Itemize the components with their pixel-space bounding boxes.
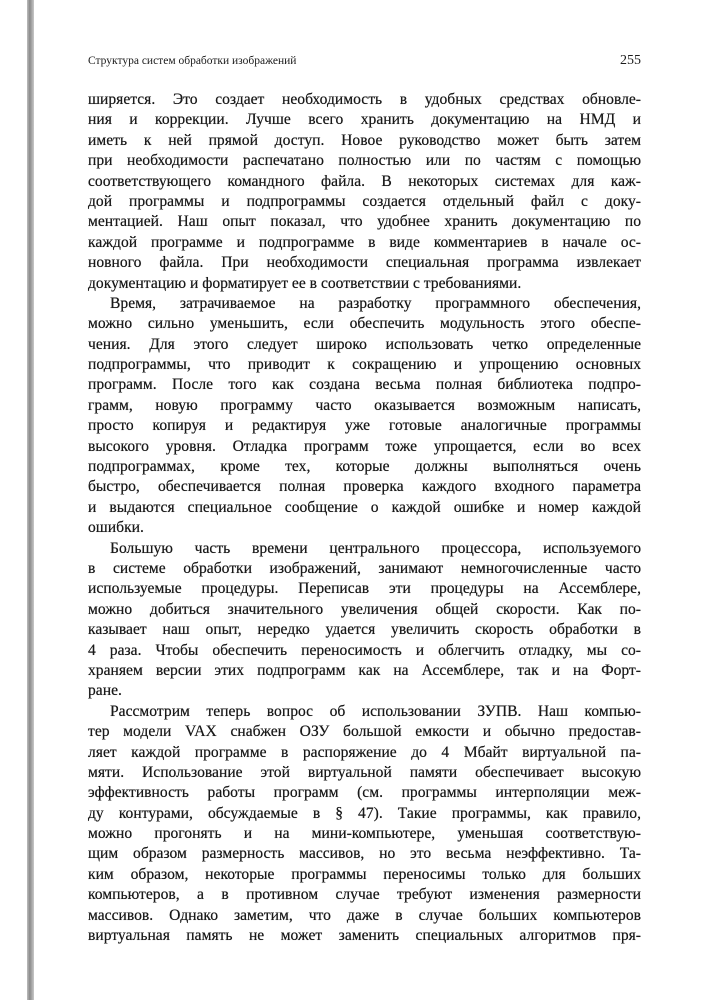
text-line: иметь к ней прямой доступ. Новое руководство может быть затем [88, 131, 641, 149]
text-line: можно добиться значительного увеличения общей скорости. Как по- [88, 600, 641, 618]
text-line: ширяется. Это создает необходимость в удобных средствах обновле- [88, 91, 641, 108]
running-header [88, 55, 641, 73]
text-line: массивов. Однако заметим, что даже в случае больших компьютеров [88, 906, 641, 924]
text-line: подпрограммы, что приводит к сокращению и упрощению основных [88, 356, 641, 374]
text-line: можно прогонять и на мини-компьютере, уменьшая соответствую- [88, 825, 641, 843]
paragraph [88, 294, 641, 539]
text-line: ошибки. [88, 519, 144, 537]
text-line: ду контурами, обсуждаемые в § 47). Такие программы, как правило, [88, 804, 641, 822]
text-line: документацию и форматирует ее в соответствии с требованиями. [88, 274, 522, 292]
text-line: ране. [88, 682, 122, 700]
text-line: чения. Для этого следует широко использовать четко определенные [88, 335, 641, 353]
page-body [88, 90, 641, 946]
text-line: Рассмотрим теперь вопрос об использовании ЗУПВ. Наш компью- [110, 702, 641, 720]
text-line: каждой программе и подпрограмме в виде комментариев в начале ос- [88, 233, 641, 251]
text-line: новного файла. При необходимости специальная программа извлекает [88, 254, 641, 272]
text-line: программ. После того как создана весьма полная библиотека подпро- [88, 376, 641, 394]
text-line: эффективность работы программ (см. программы интерполяции меж- [88, 784, 641, 802]
text-line: тер модели VAX снабжен ОЗУ большой емкости и обычно предостав- [88, 723, 641, 741]
page-number: 255 [620, 53, 641, 68]
text-line: виртуальная память не может заменить специальных алгоритмов пря- [88, 927, 641, 945]
text-line: при необходимости распечатано полностью или по частям с помощью [88, 152, 641, 170]
text-line: подпрограммах, кроме тех, которые должны выполняться очень [88, 458, 641, 476]
text-line: 4 раза. Чтобы обеспечить переносимость и облегчить отладку, мы со- [88, 641, 641, 659]
text-line: грамм, новую программу часто оказывается возможным написать, [88, 396, 641, 414]
text-line: ния и коррекции. Лучше всего хранить документацию на НМД и [88, 111, 641, 129]
text-line: просто копируя и редактируя уже готовые аналогичные программы [88, 417, 641, 435]
text-line: ким образом, некоторые программы переносимы только для больших [88, 865, 641, 883]
text-line: высокого уровня. Отладка программ тоже упрощается, если во всех [88, 437, 641, 455]
text-line: быстро, обеспечивается полная проверка каждого входного параметра [88, 478, 641, 496]
scan-binding-edge [27, 0, 34, 1000]
text-line: дой программы и подпрограммы создается отдельный файл с доку- [88, 192, 641, 210]
text-line: и выдаются специальное сообщение о каждой ошибке и номер каждой [88, 498, 641, 516]
text-line: храняем версии этих подпрограмм как на Ассемблере, так и на Форт- [88, 661, 641, 679]
text-line: соответствующего командного файла. В некоторых системах для каж- [88, 172, 641, 190]
text-line: ментацией. Наш опыт показал, что удобнее хранить документацию по [88, 213, 641, 231]
text-line: ляет каждой программе в распоряжение до 4 Мбайт виртуальной па- [88, 743, 641, 761]
text-line: компьютеров, а в противном случае требуют изменения размерности [88, 886, 641, 904]
text-line: Большую часть времени центрального процессора, используемого [110, 539, 641, 557]
text-line: Время, затрачиваемое на разработку программного обеспечения, [110, 294, 641, 312]
text-line: можно сильно уменьшить, если обеспечить модульность этого обеспе- [88, 315, 641, 333]
paragraph [88, 702, 641, 947]
text-line: используемые процедуры. Переписав эти процедуры на Ассемблере, [88, 580, 641, 598]
running-title: Структура систем обработки изображений [88, 55, 297, 67]
text-line: в системе обработки изображений, занимают немногочисленные часто [88, 559, 641, 577]
paragraph [88, 539, 641, 702]
paragraph [88, 90, 641, 294]
text-line: казывает наш опыт, нередко удается увеличить скорость обработки в [88, 621, 641, 639]
text-line: мяти. Использование этой виртуальной памяти обеспечивает высокую [88, 763, 641, 781]
text-line: щим образом размерность массивов, но это весьма неэффективно. Та- [88, 845, 641, 863]
